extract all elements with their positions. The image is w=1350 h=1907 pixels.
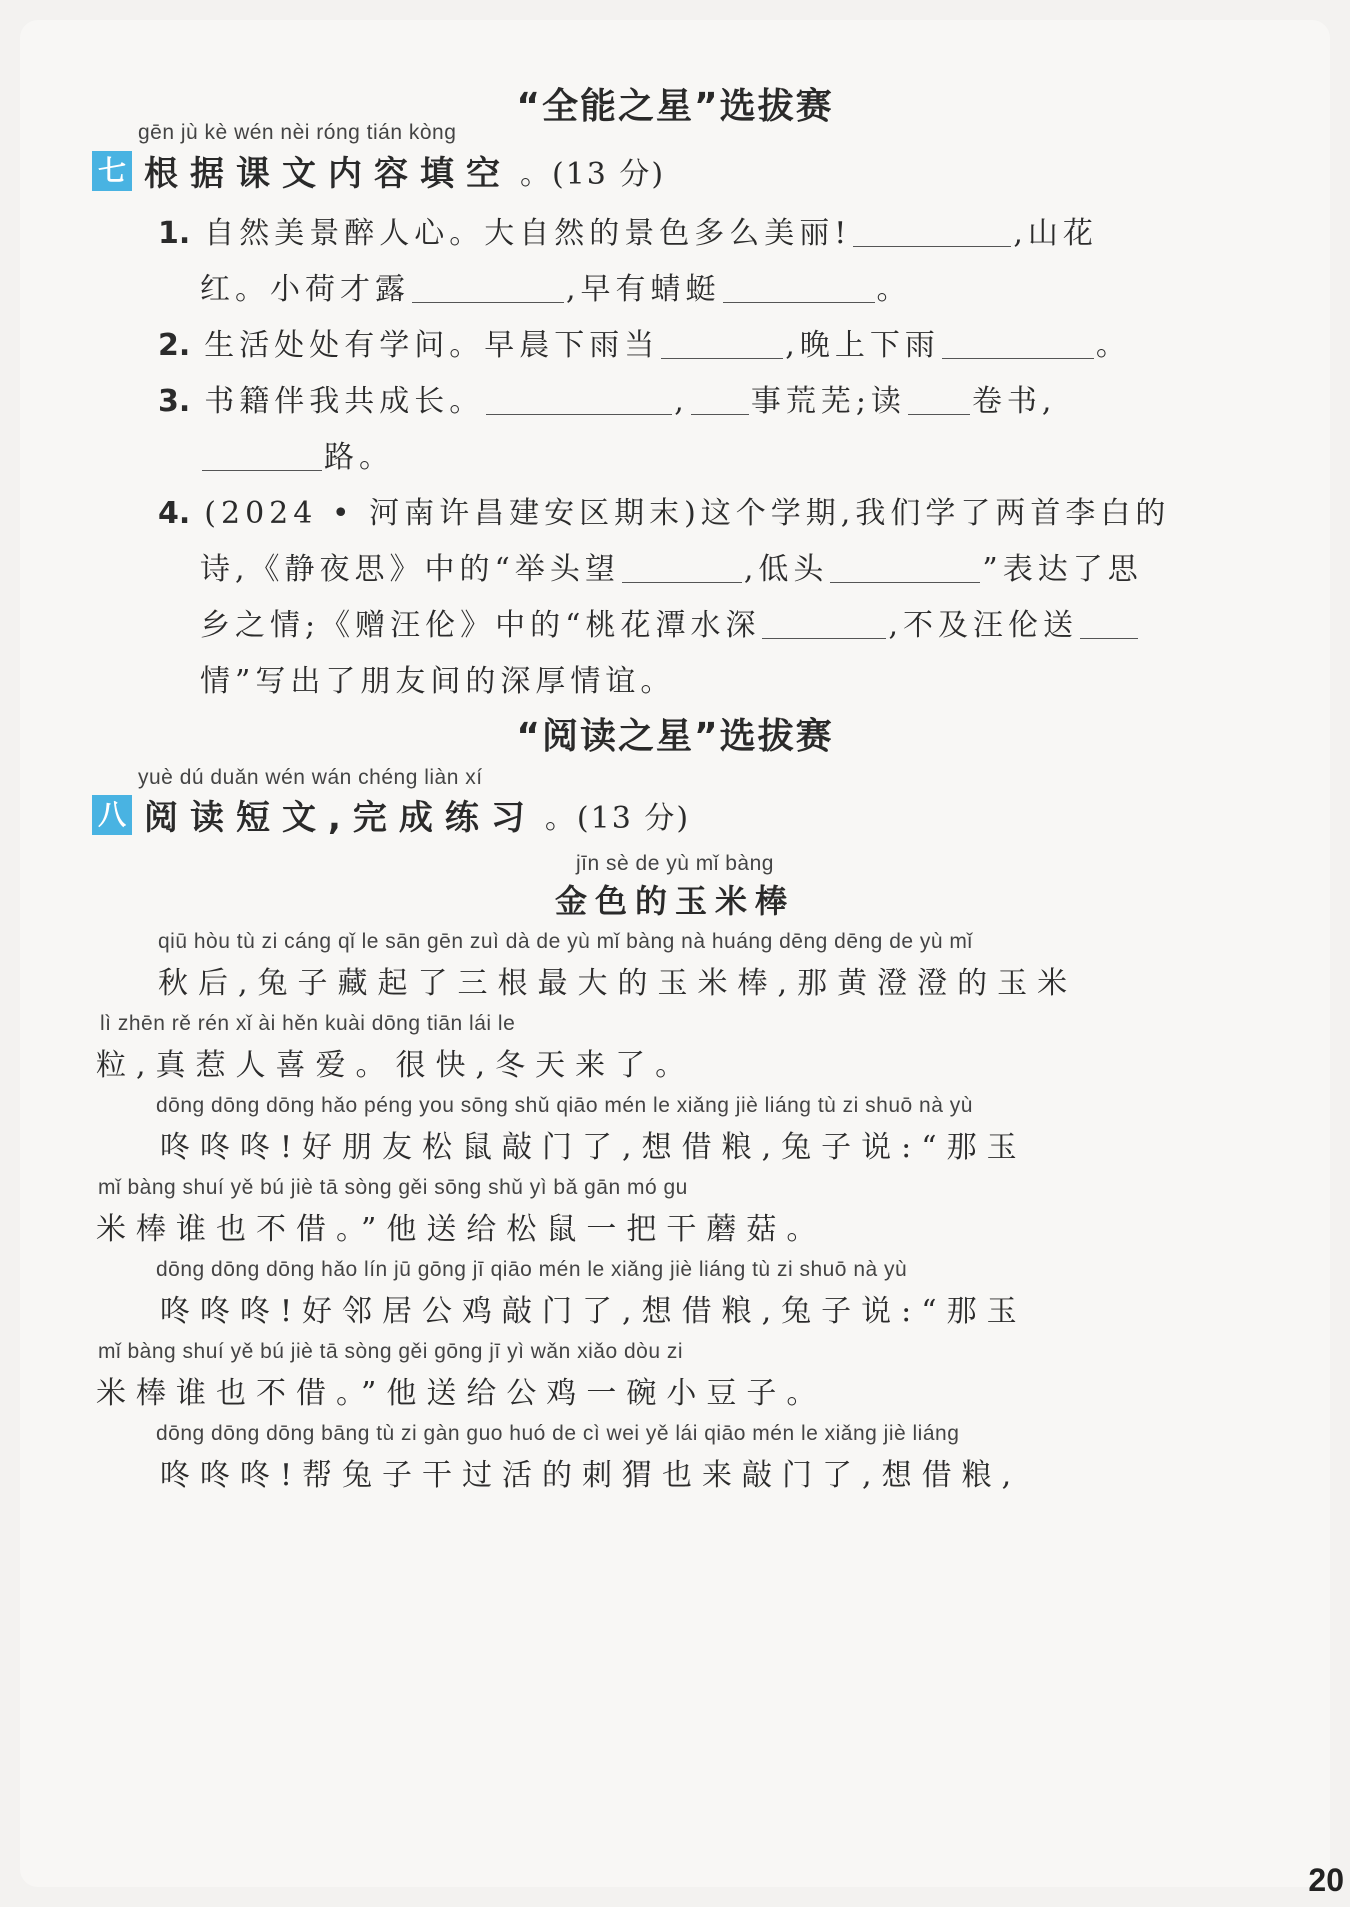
task7-score: 。(13 分) — [520, 156, 666, 192]
task8-score: 。(13 分) — [544, 800, 691, 836]
question-3-line2 — [200, 432, 394, 476]
task8-pinyin: yuè dú duǎn wén wán chéng liàn xí — [138, 766, 483, 789]
question-1-text: 自然美景醉人心。大自然的景色多么美丽! — [204, 216, 852, 251]
question-1-text-b: ,山花 — [1013, 216, 1098, 251]
answer-blank-q4-d[interactable] — [1080, 608, 1138, 639]
task7-pinyin: gēn jù kè wén nèi róng tián kòng — [138, 121, 457, 144]
question-4-line4 — [200, 656, 675, 700]
question-3-text-e: 路。 — [324, 440, 394, 475]
question-4-text-c: ,低头 — [743, 552, 829, 587]
answer-blank-q3-c[interactable] — [908, 384, 970, 415]
question-4-line3 — [200, 600, 1140, 644]
answer-blank-q1-b[interactable] — [412, 272, 564, 303]
task7-badge: 七 — [92, 151, 132, 191]
question-3-number: 3. — [158, 384, 191, 419]
answer-blank-q3-b[interactable] — [691, 384, 749, 415]
question-1-number: 1. — [158, 216, 191, 251]
story-title-pinyin: jīn sè de yù mǐ bàng — [576, 852, 774, 875]
question-4-line2 — [200, 544, 1143, 588]
task7-instruction: 根据课文内容填空 — [144, 154, 512, 194]
story-line-3: 咚咚咚!好朋友松鼠敲门了,想借粮,兔子说:“那玉 — [160, 1130, 1027, 1165]
answer-blank-q1-a[interactable] — [853, 216, 1011, 247]
story-pinyin-6: mǐ bàng shuí yě bú jiè tā sòng gěi gōng jī yì wǎn xiǎo dòu zi — [98, 1340, 684, 1363]
question-1-text-e: 。 — [876, 272, 912, 307]
task8-instruction: 阅读短文,完成练习 — [144, 798, 537, 838]
story-pinyin-2: lì zhēn rě rén xǐ ài hěn kuài dōng tiān lái le — [100, 1012, 516, 1035]
answer-blank-q2-a[interactable] — [661, 328, 783, 359]
story-line-7: 咚咚咚!帮兔子干过活的刺猬也来敲门了,想借粮, — [160, 1458, 1022, 1493]
story-line-6: 米棒谁也不借。”他送给公鸡一碗小豆子。 — [96, 1376, 827, 1411]
question-1-text-c: 红。小荷才露 — [200, 272, 410, 307]
answer-blank-q3-d[interactable] — [202, 440, 322, 471]
question-4-text-b: 诗,《静夜思》中的“举头望 — [200, 552, 620, 587]
answer-blank-q4-a[interactable] — [622, 552, 742, 583]
question-1-text-d: ,早有蜻蜓 — [566, 272, 721, 307]
story-pinyin-5: dōng dōng dōng hǎo lín jū gōng jī qiāo mén le xiǎng jiè liáng tù zi shuō nà yù — [156, 1258, 908, 1281]
page-number: 20 — [1308, 1862, 1344, 1898]
question-1-line1 — [158, 208, 1098, 252]
question-4-text-f: ,不及汪伦送 — [888, 608, 1078, 643]
question-2-number: 2. — [158, 328, 191, 363]
question-4-text-d: ”表达了思 — [982, 552, 1143, 587]
story-pinyin-4: mǐ bàng shuí yě bú jiè tā sòng gěi sōng shǔ yì bǎ gān mó gu — [98, 1176, 688, 1199]
answer-blank-q3-a[interactable] — [486, 384, 672, 415]
task8-badge: 八 — [92, 795, 132, 835]
question-3-text-b: , — [674, 384, 689, 419]
section-title-all-round-star: “全能之星”选拔赛 — [516, 86, 834, 127]
question-2-text: 生活处处有学问。早晨下雨当 — [204, 328, 660, 363]
question-4-number: 4. — [158, 496, 191, 531]
task8-heading — [92, 790, 690, 839]
story-pinyin-7: dōng dōng dōng bāng tù zi gàn guo huó de cì wei yě lái qiāo mén le xiǎng jiè liáng — [156, 1422, 960, 1445]
answer-blank-q4-b[interactable] — [830, 552, 980, 583]
section-title-reading-star: “阅读之星”选拔赛 — [516, 716, 834, 757]
question-2-text-c: 。 — [1095, 328, 1131, 363]
story-line-1: 秋后,兔子藏起了三根最大的玉米棒,那黄澄澄的玉米 — [158, 966, 1078, 1001]
story-line-2: 粒,真惹人喜爱。很快,冬天来了。 — [96, 1048, 696, 1083]
question-4-text-e: 乡之情;《赠汪伦》中的“桃花潭水深 — [200, 608, 761, 643]
question-3-line1 — [158, 376, 1056, 420]
answer-blank-q4-c[interactable] — [762, 608, 886, 639]
answer-blank-q2-b[interactable] — [942, 328, 1094, 359]
answer-blank-q1-c[interactable] — [723, 272, 875, 303]
question-4-line1 — [158, 488, 1170, 532]
story-pinyin-1: qiū hòu tù zi cáng qǐ le sān gēn zuì dà de yù mǐ bàng nà huáng dēng dēng de yù mǐ — [158, 930, 973, 953]
question-1-line2 — [200, 264, 912, 308]
question-3-text-c: 事荒芜;读 — [750, 384, 906, 419]
story-line-4: 米棒谁也不借。”他送给松鼠一把干蘑菇。 — [96, 1212, 827, 1247]
question-3-text-d: 卷书, — [971, 384, 1057, 419]
story-pinyin-3: dōng dōng dōng hǎo péng you sōng shǔ qiāo mén le xiǎng jiè liáng tù zi shuō nà yù — [156, 1094, 973, 1117]
question-2-line1 — [158, 320, 1131, 364]
story-line-5: 咚咚咚!好邻居公鸡敲门了,想借粮,兔子说:“那玉 — [160, 1294, 1027, 1329]
question-3-text: 书籍伴我共成长。 — [204, 384, 485, 419]
task7-heading — [92, 146, 665, 195]
question-2-text-b: ,晚上下雨 — [785, 328, 940, 363]
story-title: 金色的玉米棒 — [554, 882, 795, 920]
question-4-text-g: 情”写出了朋友间的深厚情谊。 — [200, 664, 676, 699]
question-4-text: (2024 • 河南许昌建安区期末)这个学期,我们学了两首李白的 — [204, 496, 1171, 531]
